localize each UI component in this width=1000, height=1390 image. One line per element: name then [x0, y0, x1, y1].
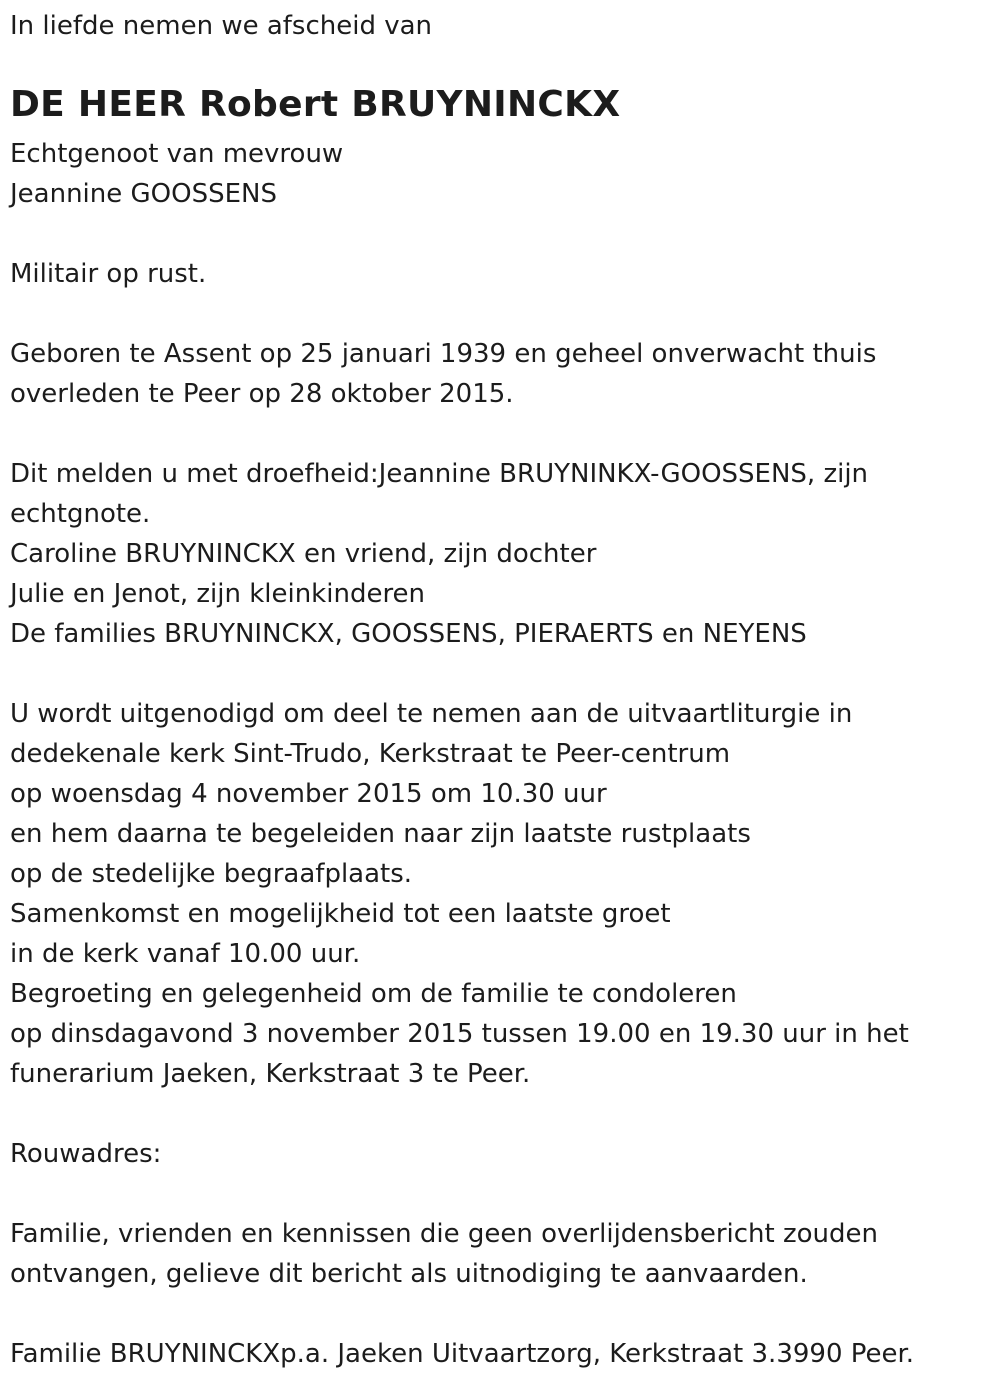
address-label: Rouwadres:	[10, 1139, 162, 1169]
mourner-line: Julie en Jenot, zijn kleinkinderen	[10, 579, 426, 609]
mourner-line: echtgnote.	[10, 499, 151, 529]
deceased-name: DE HEER Robert BRUYNINCKX	[10, 84, 621, 125]
mourner-line: De families BRUYNINCKX, GOOSSENS, PIERAERTS en NEYENS	[10, 619, 807, 649]
service-line: Begroeting en gelegenheid om de familie te condoleren	[10, 979, 737, 1009]
service-line: op de stedelijke begraafplaats.	[10, 859, 413, 889]
notice-line: Familie, vrienden en kennissen die geen overlijdensbericht zouden	[10, 1219, 878, 1249]
intro-line: In liefde nemen we afscheid van	[10, 11, 433, 41]
service-line: dedekenale kerk Sint-Trudo, Kerkstraat te Peer-centrum	[10, 739, 731, 769]
mourner-line: Caroline BRUYNINCKX en vriend, zijn dochter	[10, 539, 597, 569]
profession: Militair op rust.	[10, 259, 207, 289]
spouse-name: Jeannine GOOSSENS	[10, 179, 277, 209]
service-line: funerarium Jaeken, Kerkstraat 3 te Peer.	[10, 1059, 531, 1089]
obituary-body	[10, 134, 914, 1374]
notice-line: ontvangen, gelieve dit bericht als uitnodiging te aanvaarden.	[10, 1259, 808, 1289]
footer-line: Familie BRUYNINCKXp.a. Jaeken Uitvaartzorg, Kerkstraat 3.3990 Peer.	[10, 1339, 915, 1369]
death-line: overleden te Peer op 28 oktober 2015.	[10, 379, 514, 409]
birth-line: Geboren te Assent op 25 januari 1939 en geheel onverwacht thuis	[10, 339, 877, 369]
spouse-line: Echtgenoot van mevrouw	[10, 139, 344, 169]
service-line: en hem daarna te begeleiden naar zijn laatste rustplaats	[10, 819, 751, 849]
service-line: op dinsdagavond 3 november 2015 tussen 19.00 en 19.30 uur in het	[10, 1019, 909, 1049]
service-line: U wordt uitgenodigd om deel te nemen aan de uitvaartliturgie in	[10, 699, 853, 729]
mourner-line: Dit melden u met droefheid:Jeannine BRUYNINKX-GOOSSENS, zijn	[10, 459, 869, 489]
service-line: op woensdag 4 november 2015 om 10.30 uur	[10, 779, 607, 809]
service-line: Samenkomst en mogelijkheid tot een laatste groet	[10, 899, 671, 929]
service-line: in de kerk vanaf 10.00 uur.	[10, 939, 361, 969]
